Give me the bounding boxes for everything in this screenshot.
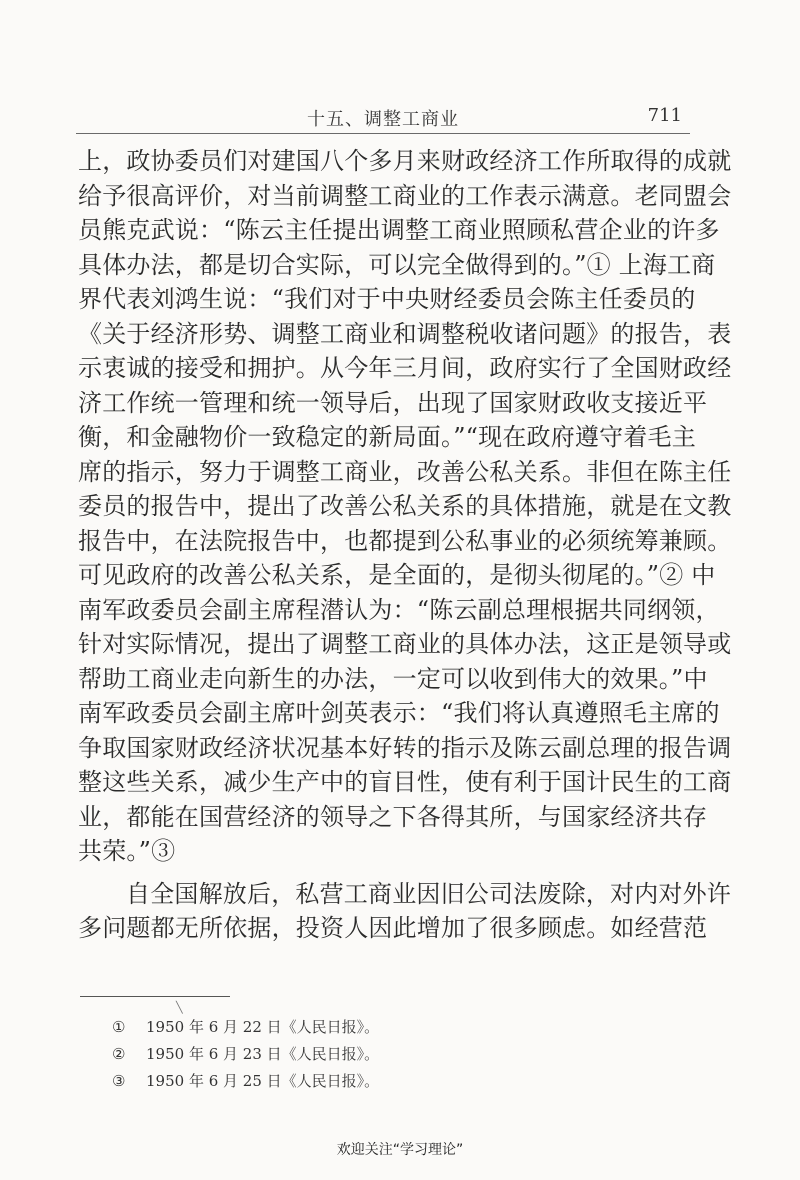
footnote xyxy=(112,1068,512,1095)
watermark-caption: 欢迎关注“学习理论” xyxy=(336,1142,464,1158)
footnote xyxy=(112,1014,512,1041)
text-line: 上，政协委员们对建国八个多月来财政经济工作所取得的成就 xyxy=(78,147,732,175)
footnote-text: 1950 年 6 月 22 日《人民日报》。 xyxy=(146,1018,380,1036)
paragraph-first-line: 自全国解放后，私营工商业因旧公司法废除，对内对外许 xyxy=(126,879,731,908)
text-line: 整这些关系，减少生产中的盲目性，使有利于国计民生的工商 xyxy=(78,768,732,796)
page-number: 711 xyxy=(647,105,682,126)
text-line: 针对实际情况，提出了调整工商业的具体办法，这正是领导或 xyxy=(78,630,732,658)
text-line: 南军政委员会副主席程潜认为：“陈云副总理根据共同纲领， xyxy=(78,595,720,624)
footnotes xyxy=(112,1014,512,1095)
text-line: 委员的报告中，提出了改善公私关系的具体措施，就是在文教 xyxy=(78,492,732,520)
text-line: 帮助工商业走向新生的办法，一定可以收到伟大的效果。”中 xyxy=(78,664,708,693)
text-line: 报告中，在法院报告中，也都提到公私事业的必须统筹兼顾。 xyxy=(78,526,732,555)
text-line: 示衷诚的接受和拥护。从今年三月间，政府实行了全国财政经 xyxy=(78,354,732,382)
text-line: 业，都能在国营经济的领导之下各得其所，与国家经济共存 xyxy=(78,802,708,831)
text-line: 争取国家财政经济状况基本好转的指示及陈云副总理的报告调 xyxy=(78,733,732,762)
text-line: 济工作统一管理和统一领导后，出现了国家财政收支接近平 xyxy=(78,388,708,417)
text-line: 具体办法，都是切合实际，可以完全做得到的。”① 上海工商 xyxy=(78,250,716,279)
text-line: 《关于经济形势、调整工商业和调整税收诸问题》的报告，表 xyxy=(78,319,732,348)
body-text xyxy=(78,144,732,946)
text-line: 共荣。”③ xyxy=(78,837,176,865)
text-line: 多问题都无所依据，投资人因此增加了很多顾虑。如经营范 xyxy=(78,914,708,942)
footnote-text: 1950 年 6 月 23 日《人民日报》。 xyxy=(146,1045,380,1063)
footnote-text: 1950 年 6 月 25 日《人民日报》。 xyxy=(146,1072,380,1090)
text-line: 给予很高评价，对当前调整工商业的工作表示满意。老同盟会 xyxy=(78,181,732,210)
footnote-mark: ① xyxy=(112,1018,126,1036)
scan-mark: ╲ xyxy=(176,1001,183,1014)
footnote-mark: ② xyxy=(112,1045,126,1063)
footnote-mark: ③ xyxy=(112,1072,126,1090)
running-header xyxy=(76,101,690,134)
text-line: 可见政府的改善公私关系，是全面的，是彻头彻尾的。”② 中 xyxy=(78,561,716,589)
chapter-title: 十五、调整工商业 xyxy=(307,109,459,130)
text-line: 衡，和金融物价一致稳定的新局面。”“现在政府遵守着毛主 xyxy=(78,423,696,451)
text-line: 南军政委员会副主席叶剑英表示：“我们将认真遵照毛主席的 xyxy=(78,699,720,727)
footnote-divider xyxy=(80,996,230,997)
text-line: 席的指示，努力于调整工商业，改善公私关系。非但在陈主任 xyxy=(78,457,732,486)
footnote xyxy=(112,1041,512,1068)
text-line: 员熊克武说：“陈云主任提出调整工商业照顾私营企业的许多 xyxy=(78,216,720,244)
text-line: 界代表刘鸿生说：“我们对于中央财经委员会陈主任委员的 xyxy=(78,285,696,313)
